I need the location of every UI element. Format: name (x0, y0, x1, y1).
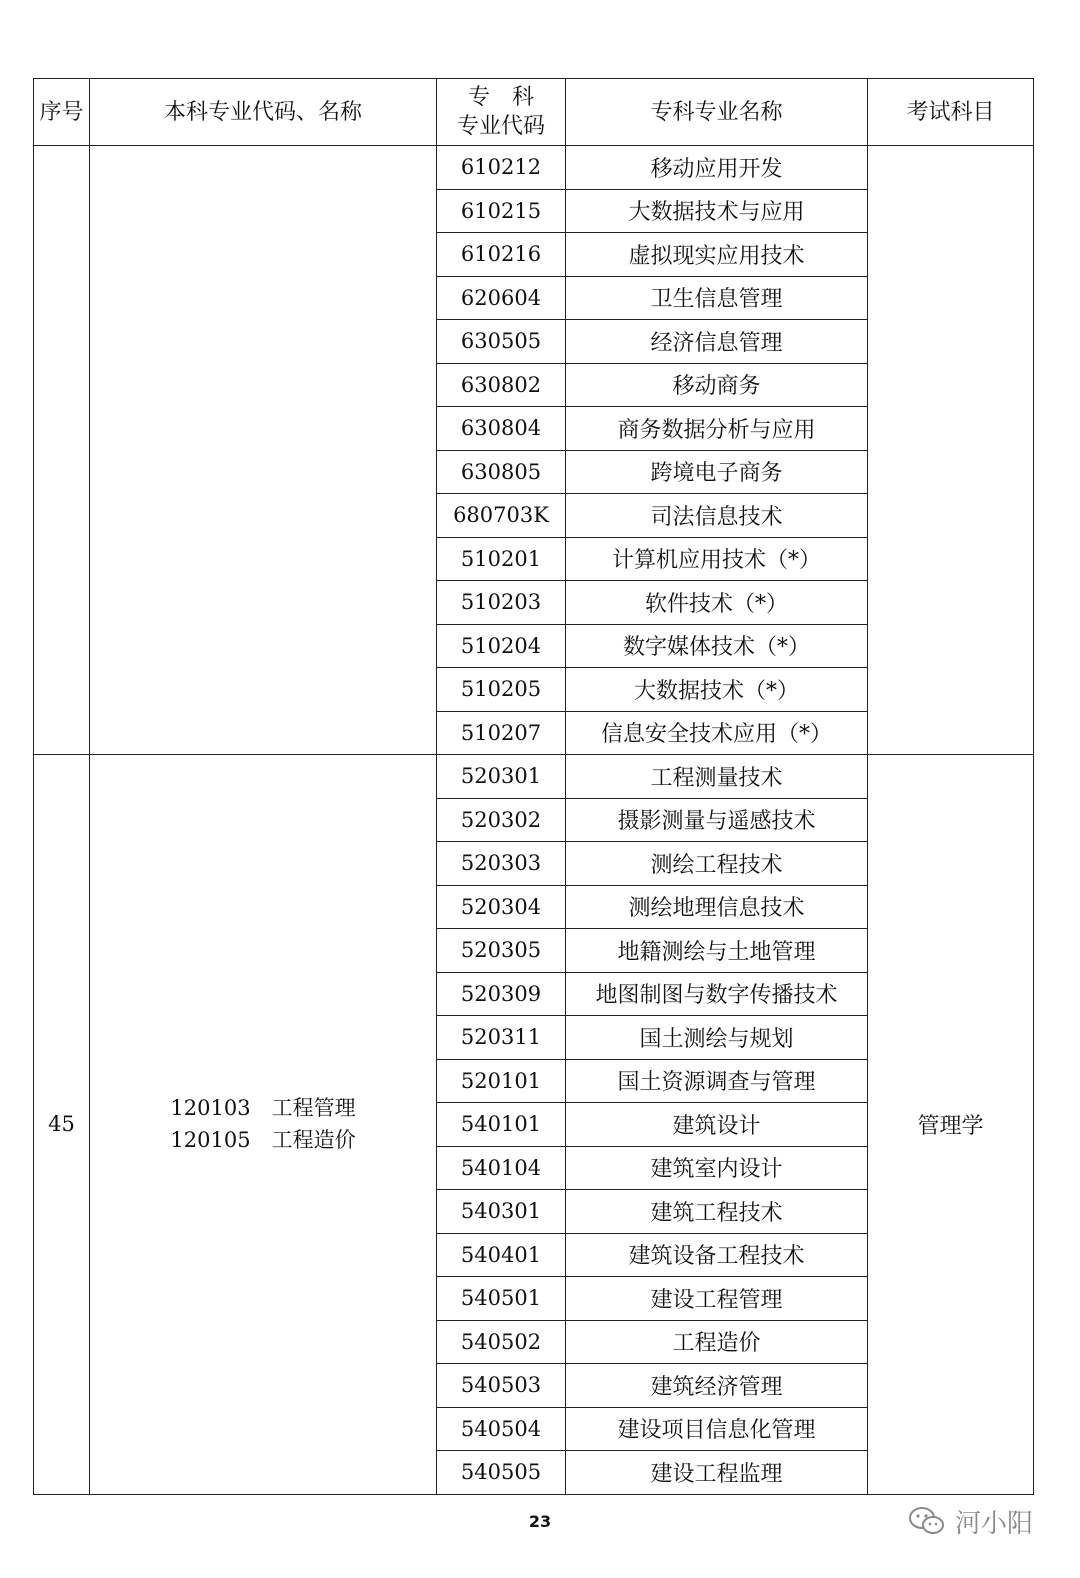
major-name-cell: 卫生信息管理 (566, 276, 868, 320)
major-code-cell: 620604 (437, 276, 566, 320)
major-name-cell: 建设工程管理 (566, 1277, 868, 1321)
major-code-cell: 510203 (437, 581, 566, 625)
major-name-cell: 国土资源调查与管理 (566, 1059, 868, 1103)
header-code-line1: 专 科 (467, 85, 534, 110)
seq-cell: 45 (34, 755, 90, 1495)
major-name-cell: 大数据技术（*） (566, 668, 868, 712)
major-name-cell: 工程造价 (566, 1320, 868, 1364)
bachelor-cell (90, 146, 437, 755)
major-name-cell: 商务数据分析与应用 (566, 407, 868, 451)
bachelor-major: 120103 工程管理 (170, 1096, 356, 1121)
major-name-cell: 大数据技术与应用 (566, 189, 868, 233)
header-name: 专科专业名称 (566, 79, 868, 146)
major-name-cell: 测绘地理信息技术 (566, 885, 868, 929)
major-code-cell: 510204 (437, 624, 566, 668)
watermark-text: 河小阳 (955, 1508, 1034, 1539)
major-code-cell: 610212 (437, 146, 566, 190)
major-name-cell: 司法信息技术 (566, 494, 868, 538)
major-code-cell: 540104 (437, 1146, 566, 1190)
major-code-cell: 610215 (437, 189, 566, 233)
major-code-cell: 520305 (437, 929, 566, 973)
major-code-cell: 680703K (437, 494, 566, 538)
major-name-cell: 建筑经济管理 (566, 1364, 868, 1408)
major-name-cell: 建筑设计 (566, 1103, 868, 1147)
wechat-icon (907, 1505, 947, 1537)
major-name-cell: 工程测量技术 (566, 755, 868, 799)
major-name-cell: 虚拟现实应用技术 (566, 233, 868, 277)
table-row (34, 146, 1034, 190)
major-name-cell: 信息安全技术应用（*） (566, 711, 868, 755)
major-name-cell: 计算机应用技术（*） (566, 537, 868, 581)
major-name-cell: 建筑设备工程技术 (566, 1233, 868, 1277)
table-row (34, 755, 1034, 799)
major-code-cell: 520303 (437, 842, 566, 886)
major-code-cell: 520101 (437, 1059, 566, 1103)
major-code-cell: 520309 (437, 972, 566, 1016)
table-header-row (34, 79, 1034, 146)
major-name-cell: 软件技术（*） (566, 581, 868, 625)
exam-subject-cell: 管理学 (868, 755, 1034, 1495)
major-table (33, 78, 1034, 1495)
exam-subject-cell (868, 146, 1034, 755)
major-name-cell: 地图制图与数字传播技术 (566, 972, 868, 1016)
bachelor-major: 120105 工程造价 (170, 1128, 356, 1153)
major-code-cell: 630805 (437, 450, 566, 494)
major-code-cell: 540503 (437, 1364, 566, 1408)
major-name-cell: 建筑室内设计 (566, 1146, 868, 1190)
major-code-cell: 520311 (437, 1016, 566, 1060)
major-code-cell: 520302 (437, 798, 566, 842)
major-code-cell: 540505 (437, 1451, 566, 1495)
header-code-line2: 专业代码 (456, 114, 545, 139)
header-subject: 考试科目 (868, 79, 1034, 146)
major-name-cell: 移动应用开发 (566, 146, 868, 190)
major-code-cell: 520304 (437, 885, 566, 929)
major-code-cell: 540101 (437, 1103, 566, 1147)
major-name-cell: 测绘工程技术 (566, 842, 868, 886)
major-name-cell: 经济信息管理 (566, 320, 868, 364)
header-bachelor: 本科专业代码、名称 (90, 79, 437, 146)
major-code-cell: 540504 (437, 1407, 566, 1451)
major-code-cell: 630505 (437, 320, 566, 364)
major-code-cell: 540501 (437, 1277, 566, 1321)
bachelor-cell (90, 755, 437, 1495)
major-code-cell: 510201 (437, 537, 566, 581)
major-name-cell: 数字媒体技术（*） (566, 624, 868, 668)
major-code-cell: 510207 (437, 711, 566, 755)
header-seq: 序号 (34, 79, 90, 146)
seq-cell (34, 146, 90, 755)
major-name-cell: 跨境电子商务 (566, 450, 868, 494)
header-code (437, 79, 566, 146)
major-code-cell: 630804 (437, 407, 566, 451)
major-code-cell: 540301 (437, 1190, 566, 1234)
major-code-cell: 520301 (437, 755, 566, 799)
major-code-cell: 610216 (437, 233, 566, 277)
major-name-cell: 国土测绘与规划 (566, 1016, 868, 1060)
watermark (907, 1503, 1033, 1539)
major-name-cell: 建设工程监理 (566, 1451, 868, 1495)
major-name-cell: 移动商务 (566, 363, 868, 407)
major-code-cell: 510205 (437, 668, 566, 712)
major-name-cell: 地籍测绘与土地管理 (566, 929, 868, 973)
major-code-cell: 540401 (437, 1233, 566, 1277)
major-name-cell: 摄影测量与遥感技术 (566, 798, 868, 842)
major-code-cell: 630802 (437, 363, 566, 407)
page-number: 23 (528, 1512, 552, 1531)
major-code-cell: 540502 (437, 1320, 566, 1364)
major-name-cell: 建设项目信息化管理 (566, 1407, 868, 1451)
major-name-cell: 建筑工程技术 (566, 1190, 868, 1234)
